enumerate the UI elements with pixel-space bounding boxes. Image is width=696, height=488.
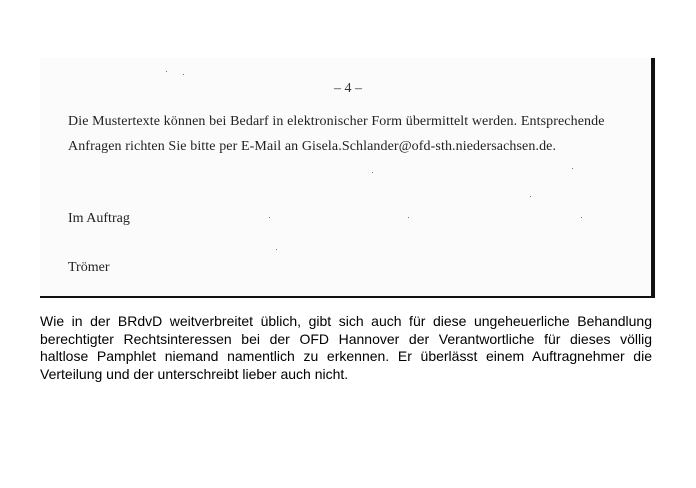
- scan-speck: [372, 172, 373, 173]
- commentary-line-2: berechtigter Rechtsinteressen bei der OFD Hannover der Verantwortliche für dieses völlig: [40, 330, 652, 347]
- scan-speck: [581, 217, 582, 218]
- commentary-line-4: Verteilung und der unterschreibt lieber auch nicht.: [40, 365, 349, 382]
- scan-speck: [408, 217, 409, 218]
- scan-speck: [183, 74, 184, 75]
- scan-speck: [269, 217, 270, 218]
- scan-speck: [530, 196, 531, 197]
- scan-right-border: [651, 58, 655, 298]
- scan-speck: [276, 249, 277, 250]
- commentary-line-3: haltlose Pamphlet niemand namentlich zu erkennen. Er überlässt einem Auftragnehmer die: [40, 348, 652, 364]
- scan-speck: [572, 168, 573, 169]
- page-number: – 4 –: [334, 81, 362, 96]
- scan-speck: [166, 71, 167, 72]
- letter-signer: Trömer: [68, 260, 110, 275]
- letter-line-2: Anfragen richten Sie bitte per E-Mail an Gisela.Schlander@ofd-sth.niedersachsen.de.: [68, 139, 557, 154]
- commentary-paragraph: [40, 313, 652, 383]
- commentary-line-1: Wie in der BRdvD weitverbreitet üblich, gibt sich auch für diese ungeheuerliche Behandlung: [40, 313, 652, 329]
- scan-bottom-border: [40, 296, 655, 298]
- letter-line-1: Die Mustertexte können bei Bedarf in elektronischer Form übermittelt werden. Entsprechende: [68, 114, 605, 129]
- letter-closing: Im Auftrag: [68, 211, 130, 226]
